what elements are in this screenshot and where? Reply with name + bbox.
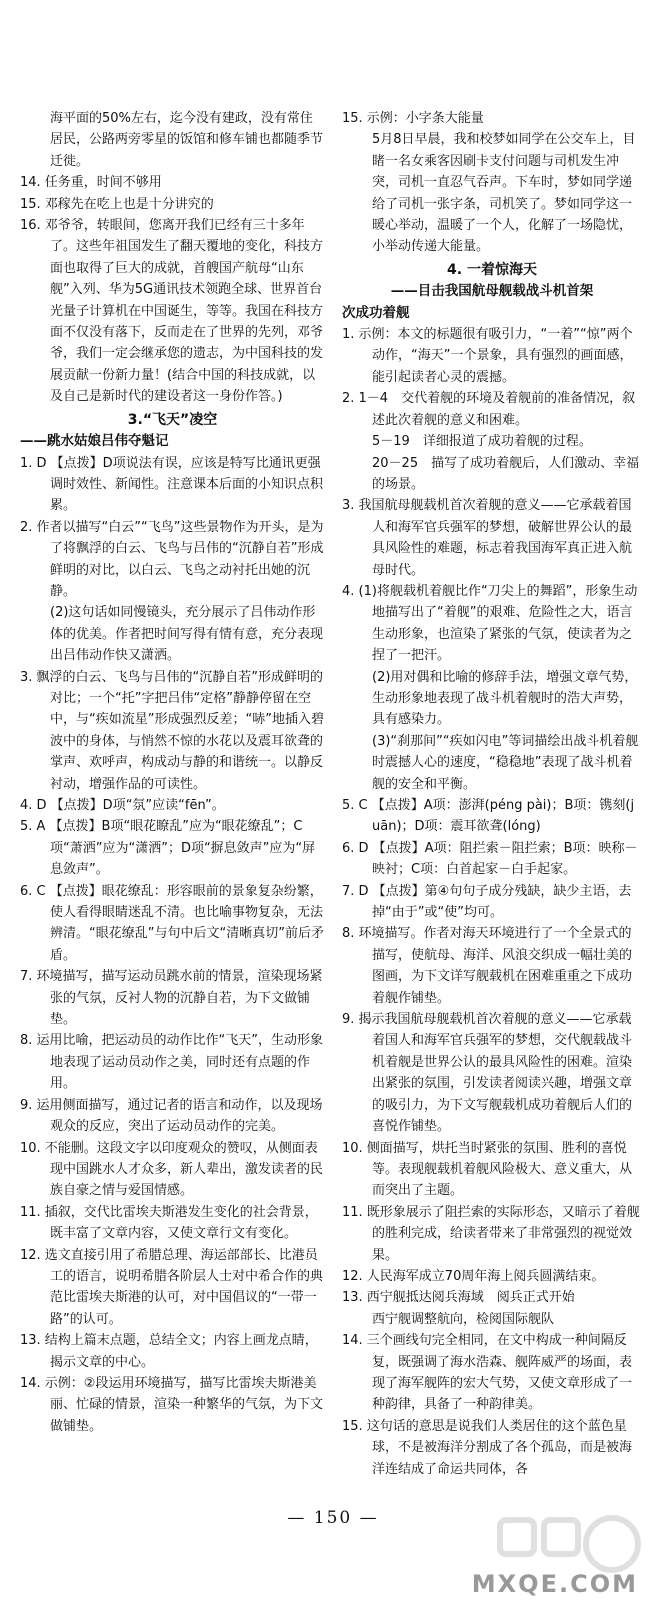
section-title: 3.“飞天”凌空: [127, 411, 218, 428]
answer-item: 1. 示例：本文的标题很有吸引力，“一着”“惊”两个动作，“海天”一个景象，具有强烈的画面感，能引起读者心灵的震撼。: [342, 327, 633, 385]
section-subtitle: ——跳水姑娘吕伟夺魁记: [20, 433, 169, 450]
answer-continuation: (3)“刹那间”“疾如闪电”等词描绘出战斗机着舰时震撼人心的速度，“稳稳地”表现了战斗机着舰的安全和平衡。: [372, 733, 639, 792]
answer-item: 5. A 【点拨】B项“眼花瞭乱”应为“眼花缭乱”；C项“萧洒”应为“潇洒”；D项“摒息敛声”应为“屏息敛声”。: [20, 819, 316, 878]
answer-item: 13. 西宁舰抵达阅兵海域 阅兵正式开始: [342, 1290, 575, 1306]
answer-item: 8. 运用比喻，把运动员的动作比作“飞天”，生动形象地表现了运动员动作之美，同时还有点题的作用。: [20, 1033, 324, 1092]
answer-item: 11. 既形象展示了阻拦索的实际形态，又暗示了着舰的胜利完成，给读者带来了非常强烈的视觉效果。: [342, 1204, 640, 1263]
answer-continuation: 5－19 详细报道了成功着舰的过程。: [372, 434, 592, 450]
answer-item: 2. 作者以描写“白云”“飞鸟”这些景物作为开头，是为了将飘浮的白云、飞鸟与吕伟的“沉静自若”形成鲜明的对比，以白云、飞鸟之动衬托出她的沉静。: [20, 519, 324, 599]
answer-item: 6. D 【点拨】A项：阻拦索－阻拦索；B项：映称－映衬；C项：白首起家－白手起家。: [342, 840, 638, 878]
left-column: [20, 108, 325, 1437]
page-number: — 150 —: [287, 1508, 379, 1528]
answer-item: 5. C 【点拨】A项：澎湃(péng pài)；B项：镌刻(juān)；D项：震耳欲聋(lóng): [342, 798, 635, 835]
section-subtitle: 次成功着舰: [342, 304, 410, 321]
answer-item: 1. D 【点拨】D项说法有误，应该是特写比通讯更强调时效性、新闻性。注意课本后面的小知识点积累。: [20, 455, 324, 514]
answer-item: 4. (1)将舰载机着舰比作“刀尖上的舞蹈”，形象生动地描写出了“着舰”的艰难、危险性之大，语言生动形象，也渲染了紧张的气氛，使读者为之捏了一把汗。: [342, 583, 638, 664]
answer-item: 15. 示例：小字条大能量: [342, 111, 484, 126]
watermark-text: MXQE.COM: [471, 1570, 638, 1598]
answer-item: 15. 邓稼先在吃上也是十分讲究的: [20, 196, 214, 212]
answer-continuation: 20－25 描写了成功着舰后，人们激动、幸福的场景。: [372, 455, 640, 492]
answer-continuation: 西宁舰调整航向，检阅国际舰队: [372, 1311, 555, 1327]
answer-item: 16. 邓爷爷，转眼间，您离开我们已经有三十多年了。这些年祖国发生了翻天覆地的变化，科技方面也取得了巨大的成就，首艘国产航母“山东舰”入列、华为5G通讯技术领跑全球、世界首台光量子计算机在中国诞生，等等。我国在科技方面不仅没有落下，反而走在了世界的先列，邓爷爷，我们一定会继承您的遗志，为中国科技的发展贡献一份新力量！(结合中国的科技成就，以及自己是新时代的建设者这一身份作答。): [20, 218, 324, 405]
answer-item: 10. 侧面描写，烘托当时紧张的氛围、胜利的喜悦等。表现舰载机着舰风险极大、意义重大，从而突出了主题。: [342, 1140, 633, 1199]
answer-item: 4. D 【点拨】D项“氛”应读“fēn”。: [20, 798, 225, 813]
answer-item: 10. 不能删。这段文字以印度观众的赞叹，从侧面表现中国跳水人才众多，新人辈出，激发读者的民族自豪之情与爱国情感。: [20, 1140, 324, 1199]
answer-continuation: 海平面的50%左右，迄今没有建政，没有常住居民，公路两旁零星的饭馆和修车铺也都随季节迁徙。: [50, 111, 324, 169]
answer-item: 7. D 【点拨】第④句句子成分残缺，缺少主语，去掉“由于”或“使”均可。: [342, 883, 632, 921]
answer-item: 9. 揭示我国航母舰载机首次着舰的意义——它承载着国人和海军官兵强军的梦想，交代舰载战斗机着舰是世界公认的最具风险性的困难。渲染出紧张的氛围，引发读者阅读兴趣，增强文章的吸引力，为下文写舰载机成功着舰后人们的喜悦作铺垫。: [342, 1012, 633, 1135]
answer-item: 14. 任务重，时间不够用: [20, 175, 162, 191]
answer-item: 11. 插叙，交代比雷埃夫斯港发生变化的社会背景，既丰富了文章内容，又使文章行文有变化。: [20, 1204, 318, 1242]
answer-continuation: (2)用对偶和比喻的修辞手法，增强文章气势，生动形象地表现了战斗机着舰时的浩大声势，具有感染力。: [372, 669, 638, 728]
answer-item: 13. 结构上篇末点题，总结全文；内容上画龙点睛，揭示文章的中心。: [20, 1333, 318, 1370]
answer-item: 6. C 【点拨】眼花缭乱：形容眼前的景象复杂纷繁，使人看得眼睛迷乱不清。也比喻事物复杂，无法辨清。“眼花缭乱”与句中后文“清晰真切”前后矛盾。: [20, 883, 324, 963]
answer-item: 9. 运用侧面描写，通过记者的语言和动作，以及现场观众的反应，突出了运动员动作的完美。: [20, 1097, 323, 1135]
section-subtitle: ——目击我国航母舰载战斗机首架: [390, 283, 594, 300]
answer-item: 3. 飘浮的白云、飞鸟与吕伟的“沉静自若”形成鲜明的对比；一个“托”字把吕伟“定格”静静停留在空中，与“疾如流星”形成强烈反差；“哧”地插入碧波中的身体，与悄然不惊的水花以及震耳欲聋的掌声、欢呼声，构成动与静的和谐统一。以静反衬动，增强作品的可读性。: [20, 669, 324, 792]
right-column: [342, 108, 642, 1480]
section-title: 4. 一着惊海天: [447, 261, 537, 278]
answer-item: 3. 我国航母舰载机首次着舰的意义——它承载着国人和海军官兵强军的梦想，破解世界公认的最具风险性的难题，标志着我国海军真正进入航母时代。: [342, 498, 633, 578]
answer-item: 12. 选文直接引用了希腊总理、海运部部长、比港员工的语言，说明希腊各阶层人士对中希合作的典范比雷埃夫斯港的认可，对中国倡议的“一带一路”的认可。: [20, 1247, 324, 1327]
answer-continuation: 5月8日早晨，我和校梦如同学在公交车上，目睹一名女乘客因刷卡支付问题与司机发生冲突，司机一直忍气吞声。下车时，梦如同学递给了司机一张字条，司机笑了。梦如同学这一暖心举动，温暖了一个人，化解了一场隐忧，小举动传递大能量。: [372, 132, 636, 255]
answer-item: 14. 三个画线句完全相同，在文中构成一种间隔反复，既强调了海水浩森、舰阵威严的场面，表现了海军舰阵的宏大气势，又使文章形成了一种韵律，具备了一种韵律美。: [342, 1333, 633, 1413]
answer-item: 8. 环境描写。作者对海天环境进行了一个全景式的描写，使航母、海洋、风浪交织成一幅壮美的图画，为下文详写舰载机在困难重重之下成功着舰作铺垫。: [342, 926, 633, 1006]
answer-item: 7. 环境描写，描写运动员跳水前的情景，渲染现场紧张的气氛，反衬人物的沉静自若，为下文做铺垫。: [20, 969, 323, 1028]
answer-item: 15. 这句话的意思是说我们人类居住的这个蓝色星球，不是被海洋分割成了各个孤岛，而是被海洋连结成了命运共同体，各: [342, 1418, 633, 1477]
answer-item: 14. 示例：②段运用环境描写，描写比雷埃夫斯港美丽、忙碌的情景，渲染一种繁华的气氛，为下文做铺垫。: [20, 1375, 324, 1434]
answer-continuation: (2)这句话如同慢镜头，充分展示了吕伟动作形体的优美。作者把时间写得有情有意，充分表现出吕伟动作快又潇洒。: [50, 605, 324, 664]
answer-item: 2. 1－4 交代着舰的环境及着舰前的准备情况，叙述此次着舰的意义和困难。: [342, 391, 636, 428]
answer-item: 12. 人民海军成立70周年海上阅兵圆满结束。: [342, 1268, 605, 1284]
